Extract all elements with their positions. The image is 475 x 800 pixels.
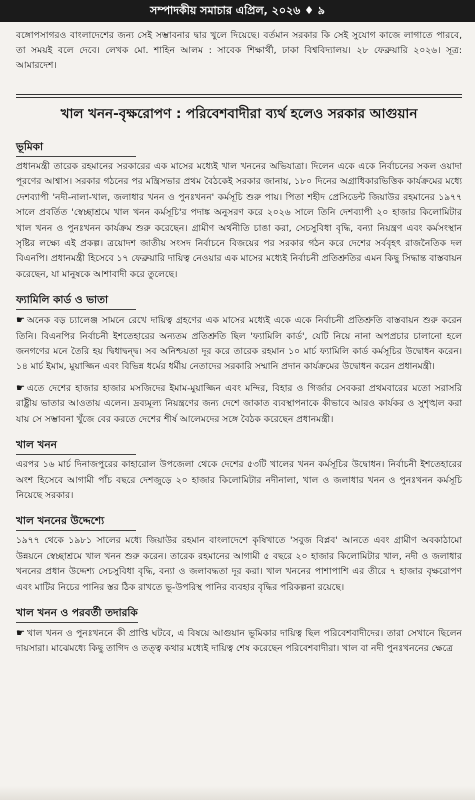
pointing-hand-icon: ☛: [16, 315, 25, 327]
section-heading: খাল খননের উদ্দেশ্যে: [16, 513, 136, 531]
section-heading: ভূমিকা: [16, 139, 136, 157]
section-text: ১৯৭৭ থেকে ১৯৮১ সালের মধ্যে জিয়াউর রহমান বাংলাদেশে কৃষিখাতে 'সবুজ বিপ্লব' আনতে এবং গ্রামীণ অবকাঠামো উন্নয়নে স্বেচ্ছাশ্রমে খাল খনন শুরু করেন। তারেক রহমানের আগামী ৫ বছরে ২০ হাজার কিলোমিটার খাল, নদী ও জলাধার খননের প্রধান উদ্দেশ্য সেচসুবিধা বৃদ্ধি, বন্যা ও জলাবদ্ধতা দূর করা। খাল খননের পাশাপাশি এর তীরে ৭ হাজার বৃক্ষরোপণ এবং মাটির নিচের পানির স্তর ঠিক রাখতে ভূ-উপরিস্থ পানির ব্যবহার বৃদ্ধির পরিকল্পনা রয়েছে।: [16, 536, 462, 593]
section-allowance: [16, 381, 462, 428]
section-purpose: [16, 509, 462, 596]
section-family-card: [16, 288, 462, 376]
section-paragraph: [16, 313, 462, 376]
section-intro: [16, 135, 462, 283]
section-paragraph: [16, 534, 462, 596]
section-paragraph: [16, 458, 462, 504]
section-paragraph: [16, 626, 462, 658]
intro-paragraph: বঙ্গোপসাগরও বাংলাদেশের জন্য সেই সম্ভাবনার দ্বার খুলে দিয়েছে। বর্তমান সরকার কি সেই সুযোগ কাজে লাগাতে পারবে, তা সময়ই বলে দেবে। লেখক মো. শাহিন আলম : সাবেক শিক্ষার্থী, ঢাকা বিশ্ববিদ্যালয়। ২৮ ফেব্রুয়ারি ২০২৬। সূত্র: আমারদেশ।: [16, 30, 462, 71]
pointing-hand-icon: ☛: [16, 382, 25, 394]
section-text: এতে দেশের হাজার হাজার মসজিদের ইমাম-মুয়াজ্জিন এবং মন্দির, বিহার ও গির্জার সেবকরা প্রথমবারের মতো সরাসরি রাষ্ট্রীয় ভাতার আওতায় এলেন। দ্রব্যমূল্য নিয়ন্ত্রণের জন্য দেশে জাকাত ব্যবস্থাপনাকে কীভাবে আরও কার্যকর ও সুশৃঙ্খল করা যায় সে সম্ভাবনা খুঁজে বের করতে দেশের শীর্ষ আলেমদের সঙ্গে বৈঠক করেছেন প্রধানমন্ত্রী।: [16, 383, 462, 425]
section-heading: খাল খনন: [16, 437, 136, 455]
section-canal-digging: [16, 433, 462, 504]
section-text: এরপর ১৬ মার্চ দিনাজপুরের কাহারোল উপজেলা থেকে দেশের ৫৩টি খালের খনন কর্মসূচির উদ্বোধন। নির্বাচনী ইশতেহারের অংশ হিসেবে আগামী পাঁচ বছরে দেশজুড়ে ২০ হাজার কিলোমিটার নদীনালা, খাল ও জলাধার খনন ও পুনঃখনন কর্মসূচি নিয়েছে সরকার।: [16, 460, 462, 501]
section-text: খাল খনন ও পুনঃখননে কী প্রাপ্তি ঘটবে, এ বিষয়ে আগুয়ান ভূমিকার দায়িত্ব ছিল পরিবেশবাদীদের। তারা সেখানে ছিলেন দায়সারা। মাঝেমধ্যে কিছু তাগিদ ও তত্ত্ব কথার মধ্যেই দায়িত্ব শেষ করেছেন পরিবেশবাদীরা। খাল বা নদী পুনঃখননের ক্ষেত্রে: [16, 628, 462, 655]
pointing-hand-icon: ☛: [16, 627, 25, 639]
section-text: প্রধানমন্ত্রী তারেক রহমানের সরকারের এক মাসের মধ্যেই খাল খননের অভিযাত্রা। দিলেন একে একে নির্বাচনের সকল ওয়াদা পূরণের আশ্বাস। সরকার গঠনের পর মন্ত্রিসভার প্রথম বৈঠকেই সরকার জানায়, ১৮০ দিনের অগ্রাধিকারভিত্তিক কার্যক্রমের মধ্যে দেশব্যাপী 'নদী-নালা-খাল, জলাধার খনন ও পুনঃখনন' কর্মসূচি শুরু পায়। পিতা শহীদ প্রেসিডেন্ট জিয়াউর রহমানের ১৯৭৭ সালে প্রবর্তিত 'স্বেচ্ছাশ্রমে খাল খনন কর্মসূচি'র পদাঙ্ক অনুসরণ করে ২০২৬ সালে তিনি দেশব্যাপী ২০ হাজার কিলোমিটার খাল খনন ও পুনঃখনন কার্যক্রম শুরু করেছেন। গ্রামীণ অর্থনীতি চাঙা করা, সেচসুবিধা বৃদ্ধি, বন্যা নিয়ন্ত্রণ এবং কর্মসংস্থান সৃষ্টির লক্ষ্যে এই প্রকল্প। ত্রয়োদশ জাতীয় সংসদ নির্বাচনে বিজয়ের পর সরকার গঠন করে দেশের সর্ববৃহৎ রাজনৈতিক দল বিএনপি। প্রধানমন্ত্রী হিসেবে ১৭ ফেব্রুয়ারি দায়িত্ব নেওয়ার এক মাসের মধ্যেই নির্বাচনী প্রতিশ্রুতির এমন কিছু সিদ্ধান্ত বাস্তবায়ন করেছেন, যা মানুষকে আশাবাদী করে তুলেছে।: [16, 162, 462, 280]
page-header: সম্পাদকীয় সমাচার এপ্রিল, ২০২৬ ♦ ৯: [0, 0, 475, 22]
divider-line: [16, 97, 462, 98]
divider-line: [16, 94, 462, 95]
section-heading: ফ্যামিলি কার্ড ও ভাতা: [16, 292, 136, 310]
section-heading: খাল খনন ও পরবর্তী তদারকি: [16, 605, 138, 623]
section-text: অনেক বড় চ্যালেঞ্জ সামনে রেখে দায়িত্ব গ্রহণের এক মাসের মধ্যেই একে একে নির্বাচনী প্রতিশ্রুতি বাস্তবায়ন শুরু করেন তিনি। বিএনপির নির্বাচনী ইশতেহারের অন্যতম প্রতিশ্রুতি ছিল 'ফ্যামিলি কার্ড', যেটি নিয়ে নানা অপপ্রচার চালানো হলে জনগণের মনে তৈরি হয় দ্বিধাদ্বন্দ্ব। সব অনিশ্চয়তা দূর করে তারেক রহমান ১০ মার্চ ফ্যামিলি কার্ড কর্মসূচির উদ্বোধন করেন। ১৪ মার্চ ইমাম, মুয়াজ্জিন এবং বিভিন্ন ধর্মের ধর্মীয় নেতাদের সরকারি সম্মানি প্রদান কার্যক্রমের উদ্বোধন করেন প্রধানমন্ত্রী।: [16, 316, 462, 373]
article-title: খাল খনন-বৃক্ষরোপণ : পরিবেশবাদীরা ব্যর্থ হলেও সরকার আগুয়ান: [60, 106, 418, 122]
page-bottom-edge: [0, 786, 475, 800]
section-paragraph: [16, 381, 462, 428]
article-body: [16, 135, 462, 663]
section-supervision: [16, 601, 462, 658]
section-paragraph: [16, 160, 462, 283]
